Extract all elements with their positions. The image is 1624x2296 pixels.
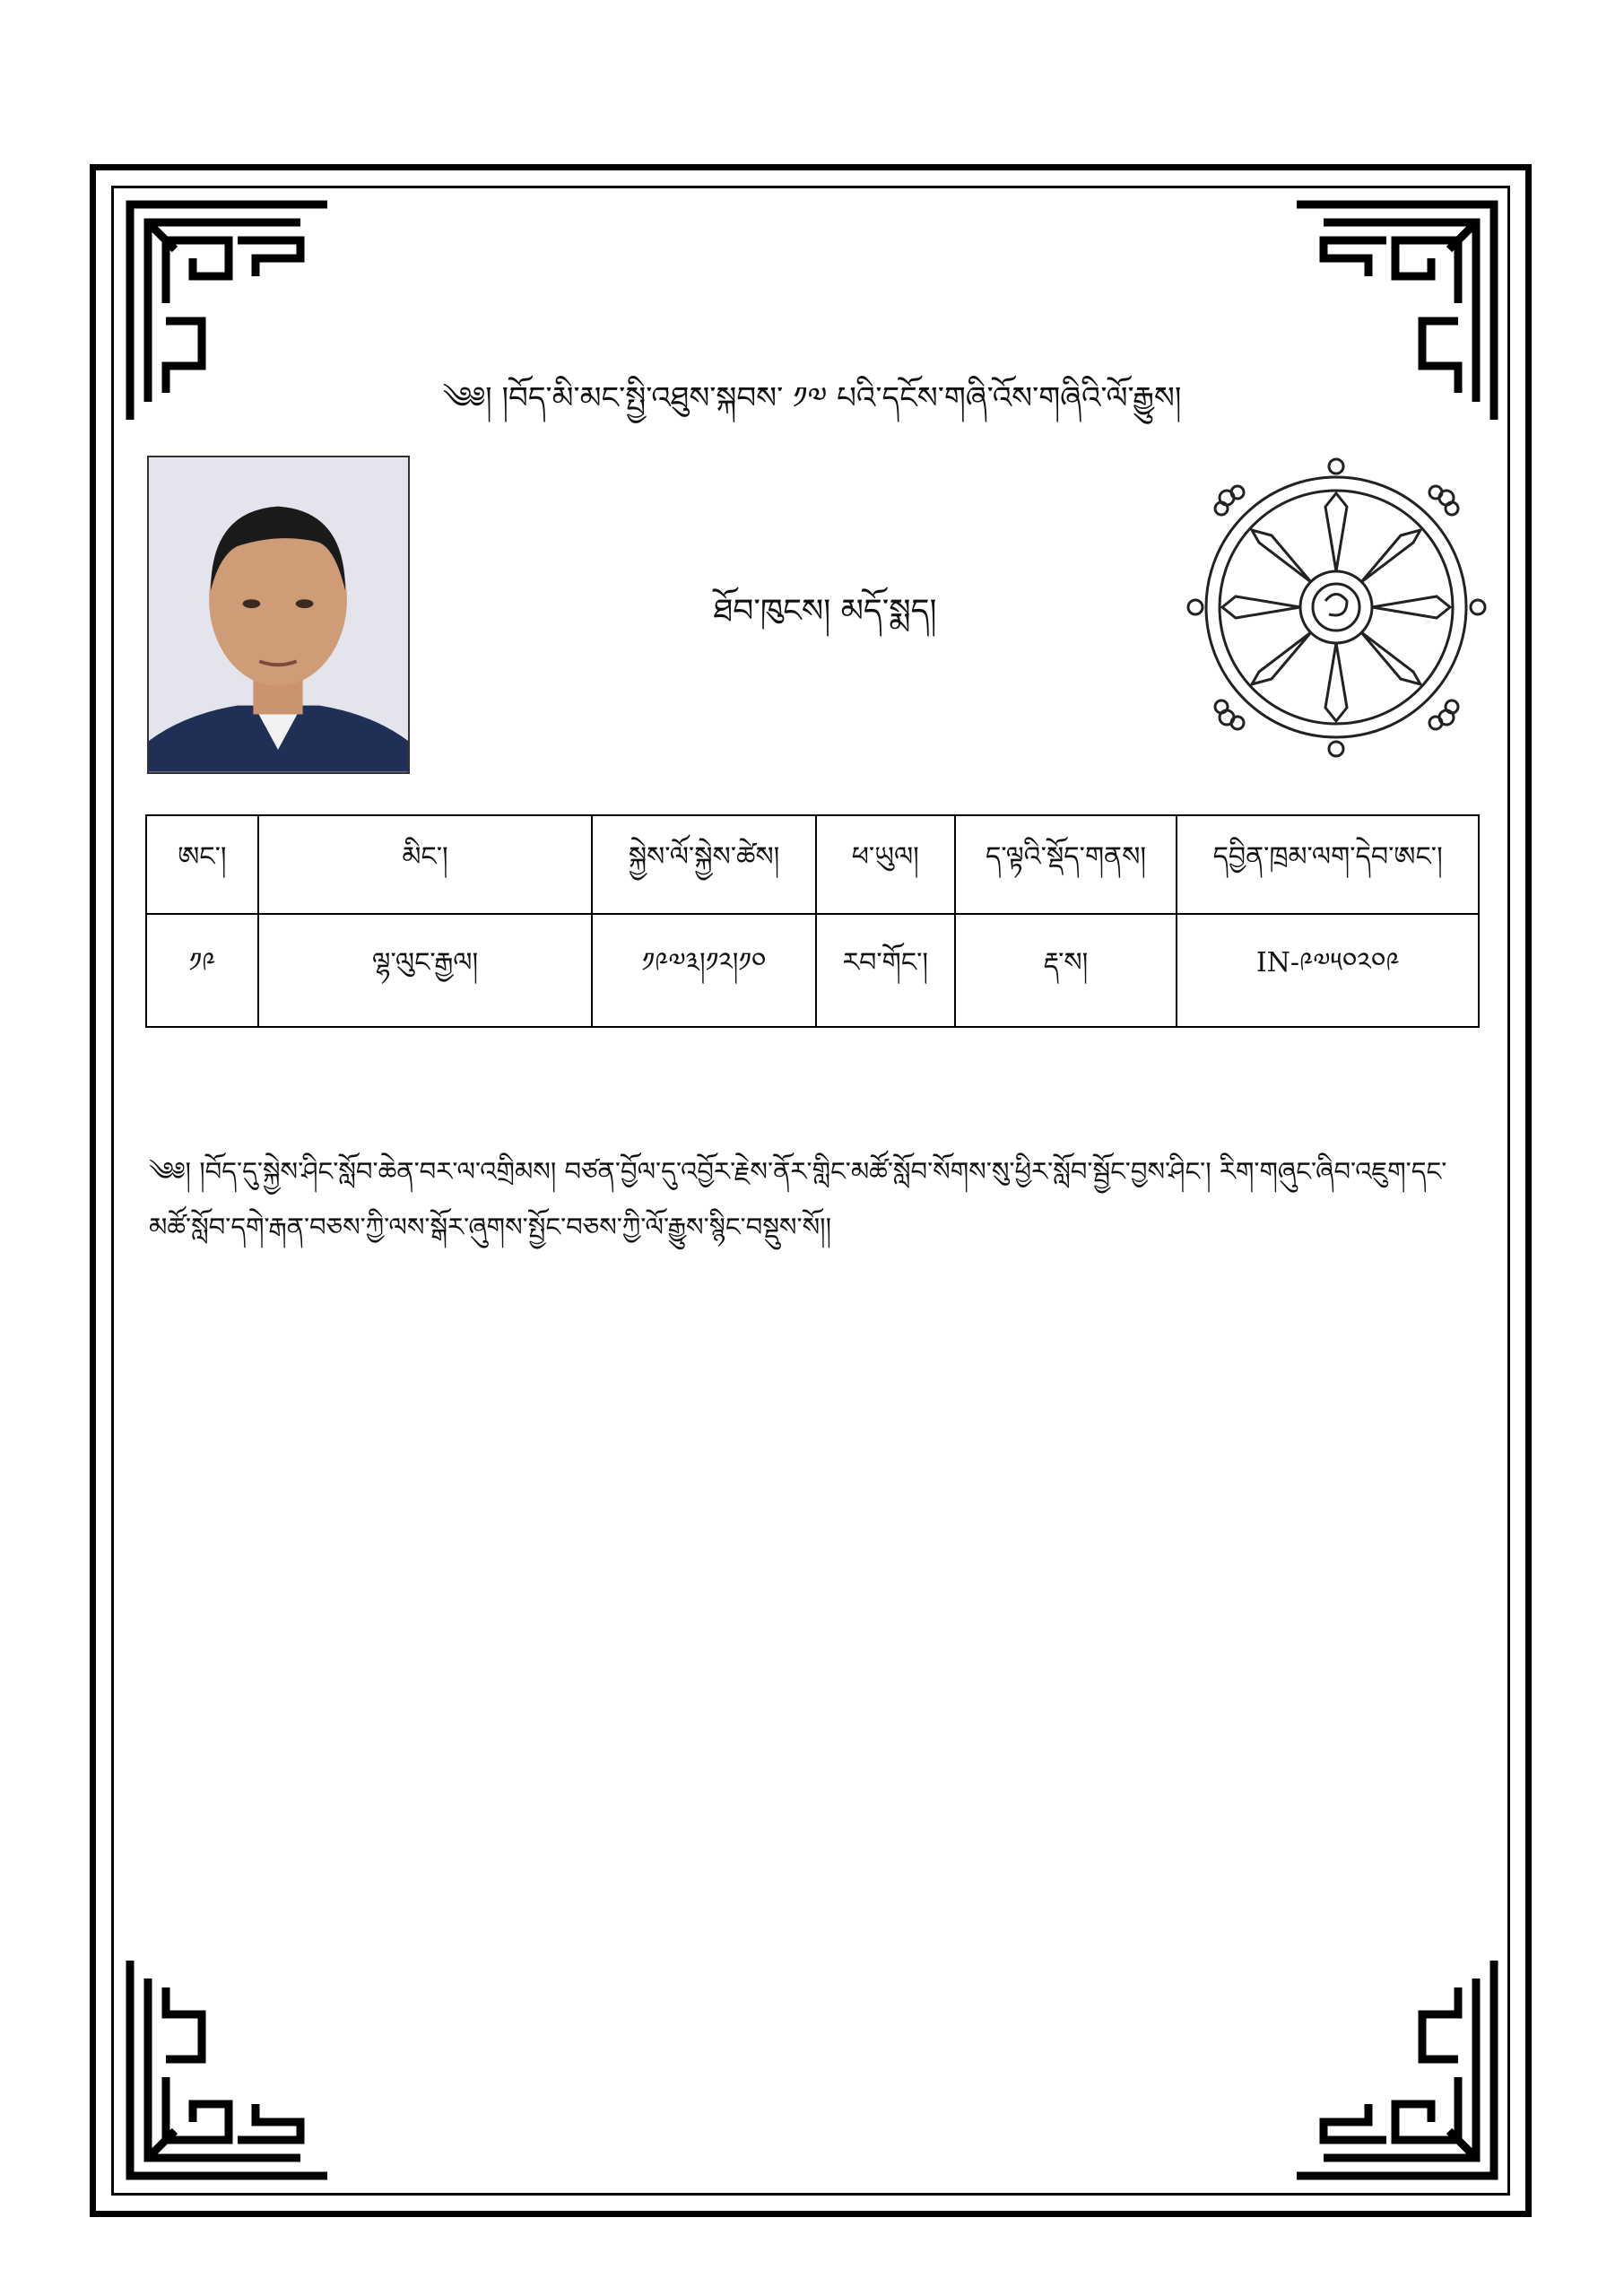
dharma-wheel-emblem xyxy=(1182,453,1491,762)
cell-native-place: རབ་གོང་། xyxy=(816,914,955,1027)
cell-current-residence: རྡ་ས། xyxy=(955,914,1177,1027)
biography-text: ༄༅། །བོད་དུ་སྐྱེས་ཤིང་སློབ་ཆེན་བར་ལ་འགྲིམས། བཙན་བྱོལ་དུ་འབྱོར་རྗེས་ནོར་གླིང་མཚོ་སློབ་སོགས་སུ་ཕྱིར་སློབ་སྦྱོང་བྱས་ཤིང་། རིག་གཞུང་ཞིབ་འཇུག་དང་མཚོ་སློབ་དགེ་རྒན་བཅས་ཀྱི་ལས་སྒོར་ཞུགས་སྤྱོང་བཅས་ཀྱི་ལོ་རྒྱུས་སྙིང་བསྡུས་སོ།། xyxy=(149,1156,1447,1242)
header-current-residence: ད་ལྟའི་སྡོད་གནས། xyxy=(955,815,1177,914)
cell-green-book-number: IN-༩༧༥༠༢༠༩ xyxy=(1177,914,1479,1027)
corner-ornament-bottom-right xyxy=(1288,1952,1503,2185)
header-birth-date: སྐྱེས་ལོ་སྐྱེས་ཚེས། xyxy=(592,815,816,914)
cell-name: ལྷ་ལུང་རྒྱལ། xyxy=(258,914,592,1027)
corner-ornament-bottom-left xyxy=(121,1952,336,2185)
table-row xyxy=(146,914,1479,1027)
header-green-book-number: དབྱིན་ཁྲམ་ལག་དེབ་ཨང་། xyxy=(1177,815,1479,914)
header-native-place: ཕ་ཡུལ། xyxy=(816,815,955,914)
header-name: མིང་། xyxy=(258,815,592,914)
table-header-row xyxy=(146,815,1479,914)
cell-birth-date: ༡༩༧༣།༡༢།༡༠ xyxy=(592,914,816,1027)
header-number: ཨང་། xyxy=(146,815,258,914)
origin-subtitle: ཐོབ་ཁུངས། མདོ་སྨད། xyxy=(713,593,937,630)
candidate-info-table xyxy=(145,814,1480,1028)
page-title: ༄༅། །བོད་མི་མང་སྤྱི་འཐུས་སྐབས་ ༡༧ པའི་དངོས་གཞི་འོས་གཞིའི་ལོ་རྒྱུས། xyxy=(442,380,1182,416)
cell-number: ༡༩ xyxy=(146,914,258,1027)
candidate-photo xyxy=(147,456,410,774)
